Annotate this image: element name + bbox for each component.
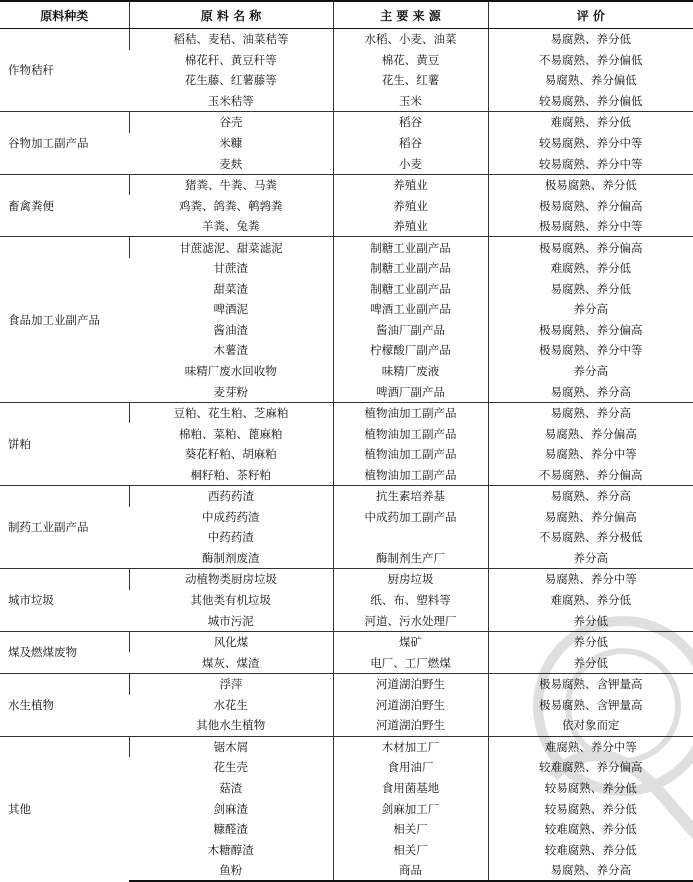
evaluation-cell: 易腐熟、养分低 xyxy=(488,279,693,300)
table-body xyxy=(0,29,693,882)
category-cell: 畜禽粪便 xyxy=(0,174,129,237)
evaluation-cell: 难腐熟、养分低 xyxy=(488,112,693,133)
source-cell: 制糖工业副产品 xyxy=(333,237,488,258)
evaluation-cell: 极易腐熟、养分中等 xyxy=(488,216,693,237)
category-cell: 其他 xyxy=(0,736,129,881)
evaluation-cell: 极易腐熟、养分偏高 xyxy=(488,195,693,216)
source-cell: 剑麻加工厂 xyxy=(333,798,488,819)
table-row xyxy=(0,736,693,757)
material-name-cell: 鱼粉 xyxy=(129,860,333,882)
material-name-cell: 锯木屑 xyxy=(129,736,333,757)
source-cell: 小麦 xyxy=(333,153,488,174)
material-name-cell: 中药药渣 xyxy=(207,530,254,545)
source-cell: 河道湖泊野生 xyxy=(333,695,488,716)
source-cell: 河道湖泊野生 xyxy=(333,715,488,736)
table-row xyxy=(0,631,693,652)
header-source: 主 要 来 源 xyxy=(333,1,488,29)
source-cell: 电厂、工厂燃煤 xyxy=(333,652,488,673)
evaluation-cell: 较难腐熟、养分低 xyxy=(488,839,693,860)
source-cell: 酱油厂副产品 xyxy=(333,320,488,341)
material-name-cell: 麦麸 xyxy=(219,156,243,171)
material-name-cell: 棉花秆、黄豆秆等 xyxy=(184,52,277,67)
source-cell: 商品 xyxy=(333,860,488,882)
table-row xyxy=(0,29,693,50)
evaluation-cell: 极易腐熟、含钾量高 xyxy=(488,673,693,694)
evaluation-cell: 易腐熟、养分高 xyxy=(488,486,693,507)
source-cell: 味精厂废液 xyxy=(333,361,488,382)
source-cell: 纸、布、塑料等 xyxy=(333,590,488,611)
material-name-cell: 剑麻渣 xyxy=(213,801,248,816)
category-cell: 城市垃圾 xyxy=(0,569,129,632)
evaluation-cell: 极易腐熟、含钾量高 xyxy=(488,695,693,716)
table-row xyxy=(0,112,693,133)
source-cell: 稻谷 xyxy=(333,133,488,154)
material-name-cell: 羊粪、兔粪 xyxy=(202,219,260,234)
source-cell: 水稻、小麦、油菜 xyxy=(333,29,488,50)
source-cell: 食用菌基地 xyxy=(333,778,488,799)
source-cell: 煤矿 xyxy=(333,631,488,652)
material-name-cell: 花生壳 xyxy=(213,760,248,775)
material-name-cell: 甘蔗滤泥、甜菜滤泥 xyxy=(129,237,333,258)
source-cell: 食用油厂 xyxy=(333,757,488,778)
evaluation-cell: 较易腐熟、养分中等 xyxy=(488,133,693,154)
evaluation-cell: 易腐熟、养分高 xyxy=(488,402,693,423)
material-name-cell: 糠醛渣 xyxy=(213,822,248,837)
evaluation-cell: 较易腐熟、养分中等 xyxy=(488,153,693,174)
material-name-cell: 水花生 xyxy=(213,697,248,712)
source-cell: 相关厂 xyxy=(333,839,488,860)
evaluation-cell: 较易腐熟、养分偏低 xyxy=(488,91,693,112)
material-name-cell: 猪粪、牛粪、马粪 xyxy=(129,174,333,195)
evaluation-cell: 极易腐熟、养分低 xyxy=(488,174,693,195)
source-cell: 植物油加工副产品 xyxy=(333,464,488,485)
source-cell: 啤酒厂副产品 xyxy=(333,381,488,402)
material-name-cell: 浮萍 xyxy=(129,673,333,694)
material-name-cell: 木糖醇渣 xyxy=(207,842,254,857)
table-row xyxy=(0,402,693,423)
source-cell: 木材加工厂 xyxy=(333,736,488,757)
table-row xyxy=(0,237,693,258)
evaluation-cell: 较难腐熟、养分偏高 xyxy=(488,757,693,778)
category-cell: 水生植物 xyxy=(0,673,129,736)
source-cell: 中成药加工副产品 xyxy=(333,507,488,528)
source-cell: 厨房垃圾 xyxy=(333,569,488,590)
source-cell: 河道湖泊野生 xyxy=(333,673,488,694)
source-cell: 制糖工业副产品 xyxy=(333,258,488,279)
category-cell: 制药工业副产品 xyxy=(0,486,129,569)
source-cell: 酶制剂生产厂 xyxy=(333,548,488,569)
header-row xyxy=(0,1,693,29)
evaluation-cell: 难腐熟、养分低 xyxy=(488,258,693,279)
evaluation-cell: 极易腐熟、养分偏高 xyxy=(488,237,693,258)
material-name-cell: 花生藤、红薯藤等 xyxy=(184,73,277,88)
evaluation-cell: 不易腐熟、养分偏低 xyxy=(488,50,693,71)
evaluation-cell: 极易腐熟、养分中等 xyxy=(488,340,693,361)
table-row xyxy=(0,569,693,590)
source-cell: 柠檬酸厂副产品 xyxy=(333,340,488,361)
evaluation-cell: 易腐熟、养分低 xyxy=(488,29,693,50)
material-name-cell: 西药药渣 xyxy=(129,486,333,507)
source-cell: 养殖业 xyxy=(333,174,488,195)
header-category: 原料种类 xyxy=(0,1,129,29)
material-name-cell: 风化煤 xyxy=(129,631,333,652)
evaluation-cell: 难腐熟、养分中等 xyxy=(488,736,693,757)
material-name-cell: 葵花籽粕、胡麻粕 xyxy=(184,447,277,462)
evaluation-cell: 养分低 xyxy=(488,652,693,673)
header-evaluation: 评 价 xyxy=(488,1,693,29)
category-cell: 食品加工业副产品 xyxy=(0,237,129,402)
evaluation-cell: 较易腐熟、养分低 xyxy=(488,798,693,819)
material-name-cell: 甘蔗渣 xyxy=(213,261,248,276)
material-name-cell: 米糠 xyxy=(219,136,243,150)
evaluation-cell: 养分低 xyxy=(488,631,693,652)
evaluation-cell: 易腐熟、养分偏低 xyxy=(488,70,693,91)
evaluation-cell: 不易腐熟、养分偏高 xyxy=(488,464,693,485)
material-name-cell: 煤灰、煤渣 xyxy=(202,655,260,670)
evaluation-cell: 易腐熟、养分高 xyxy=(488,860,693,882)
source-cell: 相关厂 xyxy=(333,819,488,840)
material-name-cell: 菇渣 xyxy=(219,780,243,795)
evaluation-cell: 依对象而定 xyxy=(488,715,693,736)
material-name-cell: 谷壳 xyxy=(129,112,333,133)
table-row xyxy=(0,174,693,195)
evaluation-cell: 易腐熟、养分中等 xyxy=(488,569,693,590)
category-cell: 作物秸秆 xyxy=(0,29,129,112)
source-cell: 植物油加工副产品 xyxy=(333,444,488,465)
source-cell: 稻谷 xyxy=(333,112,488,133)
evaluation-cell: 易腐熟、养分中等 xyxy=(488,444,693,465)
header-name: 原 料 名 称 xyxy=(129,1,333,29)
material-name-cell: 鸡粪、鸽粪、鹌鹑粪 xyxy=(179,198,283,213)
evaluation-cell: 易腐熟、养分偏高 xyxy=(488,507,693,528)
source-cell: 制糖工业副产品 xyxy=(333,279,488,300)
material-name-cell: 稻秸、麦秸、油菜秸等 xyxy=(129,29,333,50)
evaluation-cell: 难腐熟、养分低 xyxy=(488,590,693,611)
evaluation-cell: 易腐熟、养分偏高 xyxy=(488,423,693,444)
table-row xyxy=(0,673,693,694)
source-cell: 抗生素培养基 xyxy=(333,486,488,507)
source-cell: 花生、红薯 xyxy=(333,70,488,91)
material-name-cell: 其他类有机垃圾 xyxy=(190,593,271,608)
evaluation-cell: 养分高 xyxy=(488,299,693,320)
material-name-cell: 棉粕、菜粕、蓖麻粕 xyxy=(179,426,283,441)
evaluation-cell: 较难腐熟、养分低 xyxy=(488,819,693,840)
material-name-cell: 甜菜渣 xyxy=(213,281,248,296)
source-cell: 河道、污水处理厂 xyxy=(333,610,488,631)
material-name-cell: 酶制剂废渣 xyxy=(202,550,260,565)
evaluation-cell: 极易腐熟、养分偏高 xyxy=(488,320,693,341)
material-name-cell: 中成药药渣 xyxy=(202,509,260,524)
evaluation-cell: 养分低 xyxy=(488,610,693,631)
material-name-cell: 玉米秸等 xyxy=(207,93,254,108)
source-cell: 植物油加工副产品 xyxy=(333,402,488,423)
material-name-cell: 豆粕、花生粕、芝麻粕 xyxy=(129,402,333,423)
material-name-cell: 动植物类厨房垃圾 xyxy=(129,569,333,590)
evaluation-cell: 较易腐熟、养分低 xyxy=(488,778,693,799)
evaluation-cell: 不易腐熟、养分极低 xyxy=(488,527,693,548)
source-cell: 棉花、黄豆 xyxy=(333,50,488,71)
material-name-cell: 啤酒泥 xyxy=(213,302,248,317)
source-cell: 养殖业 xyxy=(333,216,488,237)
category-cell: 饼粕 xyxy=(0,402,129,485)
material-name-cell: 酱油渣 xyxy=(213,322,248,337)
category-cell: 煤及燃煤废物 xyxy=(0,631,129,673)
table-row xyxy=(0,486,693,507)
material-name-cell: 木薯渣 xyxy=(213,343,248,358)
evaluation-cell: 养分高 xyxy=(488,548,693,569)
material-name-cell: 麦芽粉 xyxy=(213,384,248,399)
material-name-cell: 桐籽粕、茶籽粕 xyxy=(190,467,271,482)
source-cell: 玉米 xyxy=(333,91,488,112)
material-name-cell: 城市污泥 xyxy=(207,613,254,628)
evaluation-cell: 养分高 xyxy=(488,361,693,382)
source-cell xyxy=(333,527,488,548)
material-name-cell: 味精厂废水回收物 xyxy=(184,364,277,379)
source-cell: 植物油加工副产品 xyxy=(333,423,488,444)
source-cell: 养殖业 xyxy=(333,195,488,216)
source-cell: 啤酒工业副产品 xyxy=(333,299,488,320)
category-cell: 谷物加工副产品 xyxy=(0,112,129,175)
material-name-cell: 其他水生植物 xyxy=(196,718,266,733)
evaluation-cell: 易腐熟、养分高 xyxy=(488,381,693,402)
